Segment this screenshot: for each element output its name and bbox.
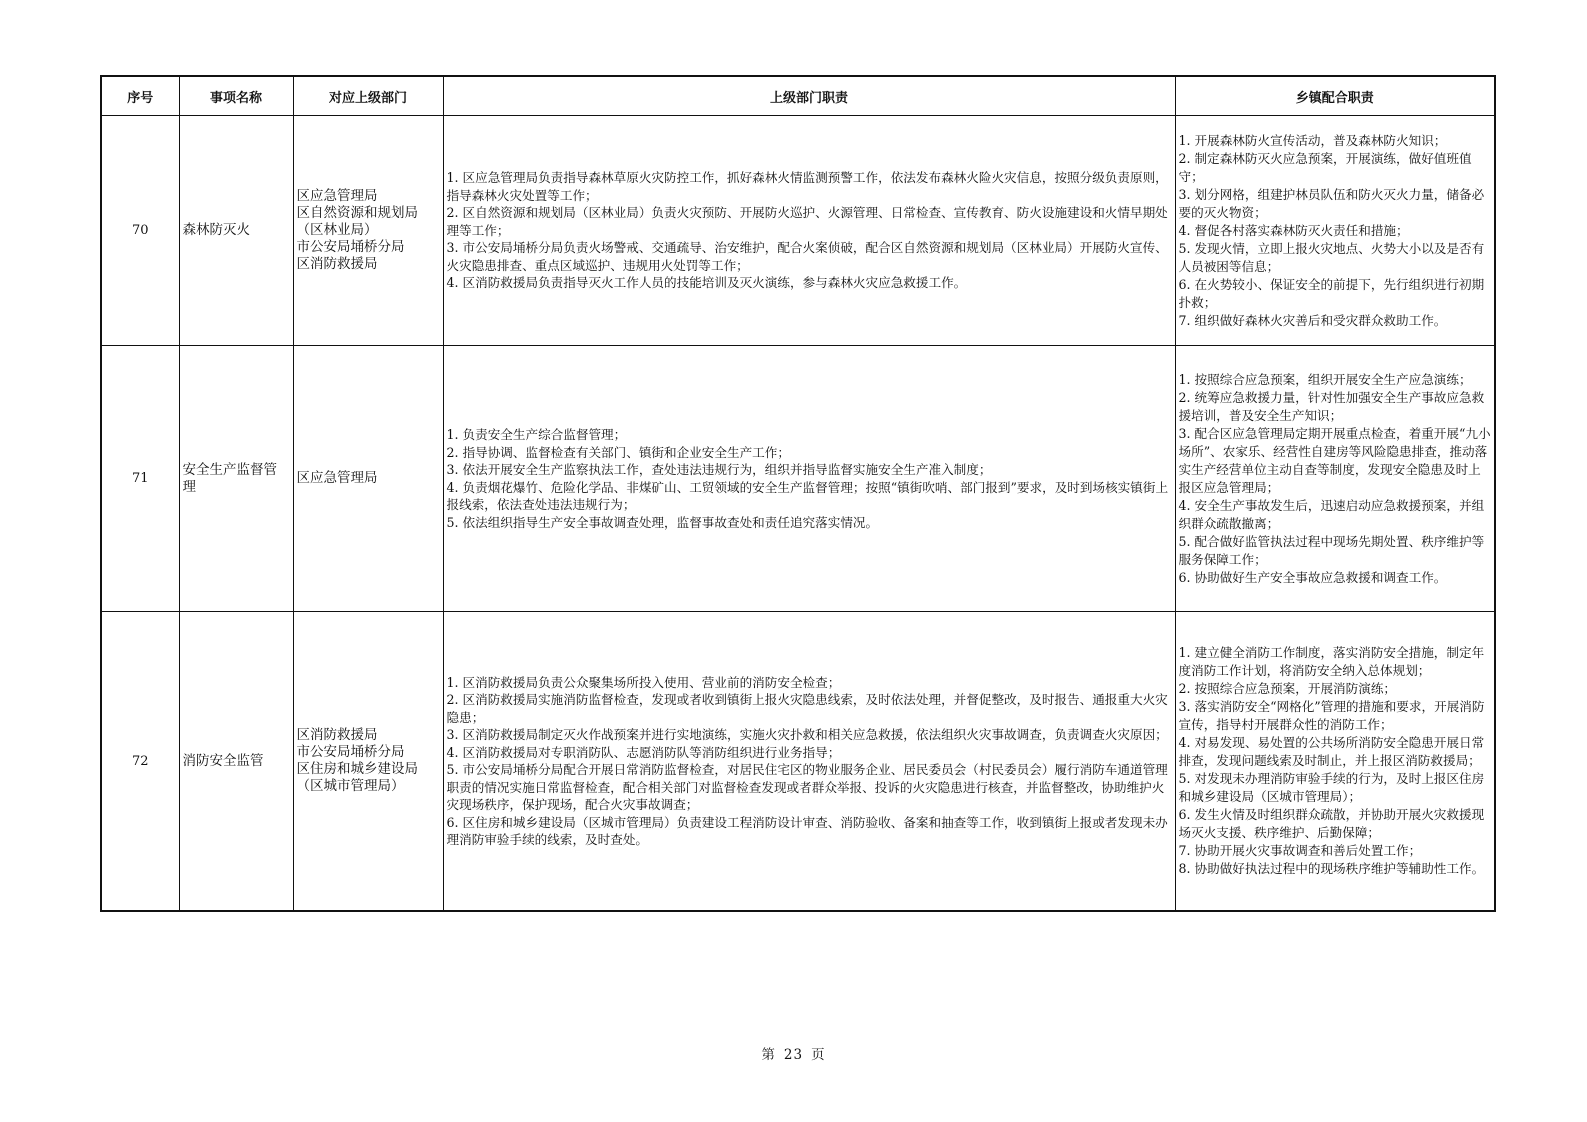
row-departments bbox=[293, 346, 443, 612]
town-duty-line: 2. 制定森林防灭火应急预案，开展演练，做好值班值守； bbox=[1178, 150, 1472, 184]
header-serial-number: 序号 bbox=[101, 76, 179, 116]
town-duty-line: 5. 配合做好监管执法过程中现场先期处置、秩序维护等服务保障工作； bbox=[1178, 533, 1485, 567]
duty-line: 3. 依法开展安全生产监察执法工作，查处违法违规行为，组织并指导监督实施安全生产准入制度； bbox=[446, 462, 992, 477]
page-number-prefix: 第 bbox=[761, 1047, 776, 1063]
row-serial-number: 72 bbox=[101, 612, 179, 912]
row-serial-number: 71 bbox=[101, 346, 179, 612]
row-town-duties bbox=[1175, 116, 1495, 346]
department-line: 区消防救援局 bbox=[296, 727, 378, 743]
duty-line: 2. 区自然资源和规划局（区林业局）负责火灾预防、开展防火巡护、火源管理、日常检查、宣传教育、防火设施建设和火情早期处理等工作； bbox=[446, 205, 1168, 238]
row-item-name: 消防安全监管 bbox=[179, 612, 293, 912]
table-header-row bbox=[101, 76, 1495, 116]
duty-line: 4. 负责烟花爆竹、危险化学品、非煤矿山、工贸领域的安全生产监督管理；按照“镇街吹哨、部门报到”要求，及时到场核实镇街上报线索，依法查处违法违规行为； bbox=[446, 479, 1169, 512]
table-row bbox=[101, 346, 1495, 612]
town-duty-line: 2. 统筹应急救援力量，针对性加强安全生产事故应急救援培训，普及安全生产知识； bbox=[1178, 389, 1485, 423]
row-item-name: 森林防灭火 bbox=[179, 116, 293, 346]
table-row bbox=[101, 612, 1495, 912]
town-duty-line: 7. 协助开展火灾事故调查和善后处置工作； bbox=[1178, 843, 1422, 858]
duty-line: 5. 依法组织指导生产安全事故调查处理，监督事故查处和责任追究落实情况。 bbox=[446, 514, 879, 530]
town-duty-line: 4. 督促各村落实森林防灭火责任和措施； bbox=[1178, 222, 1409, 238]
town-duty-line: 6. 在火势较小、保证安全的前提下，先行组织进行初期扑救； bbox=[1178, 276, 1485, 310]
department-line: （区城市管理局） bbox=[296, 778, 405, 794]
header-superior-department: 对应上级部门 bbox=[293, 76, 443, 116]
department-line: 市公安局埇桥分局 bbox=[296, 744, 405, 760]
town-duty-line: 1. 建立健全消防工作制度，落实消防安全措施，制定年度消防工作计划，将消防安全纳入总体规划； bbox=[1178, 645, 1485, 678]
duty-line: 5. 市公安局埇桥分局配合开展日常消防监督检查，对居民住宅区的物业服务企业、居民委员会（村民委员会）履行消防车通道管理职责的情况实施日常监督检查，配合相关部门对监督检查发现或者群众举报、投诉的火灾隐患进行核查，并监督整改，协助维护火灾现场秩序，保护现场，配合火灾事故调查； bbox=[446, 762, 1168, 812]
town-duty-line: 1. 按照综合应急预案，组织开展安全生产应急演练； bbox=[1178, 371, 1472, 387]
town-duty-line: 6. 协助做好生产安全事故应急救援和调查工作。 bbox=[1178, 569, 1447, 585]
row-superior-duties bbox=[443, 612, 1175, 912]
duty-line: 4. 区消防救援局负责指导灭火工作人员的技能培训及灭火演练，参与森林火灾应急救援工作。 bbox=[446, 275, 967, 291]
duty-line: 1. 区消防救援局负责公众聚集场所投入使用、营业前的消防安全检查； bbox=[446, 674, 841, 690]
duty-table-sheet bbox=[100, 75, 1494, 912]
page-number-footer bbox=[0, 1043, 1587, 1063]
town-duty-line: 3. 配合区应急管理局定期开展重点检查，着重开展“九小场所”、农家乐、经营性自建房等风险隐患排查，推动落实生产经营单位主动自查等制度，发现安全隐患及时上报区应急管理局； bbox=[1178, 425, 1491, 495]
duty-line: 2. 区消防救援局实施消防监督检查，发现或者收到镇街上报火灾隐患线索，及时依法处理，并督促整改，及时报告、通报重大火灾隐患； bbox=[446, 692, 1168, 725]
duty-line: 3. 市公安局埇桥分局负责火场警戒、交通疏导、治安维护，配合火案侦破，配合区自然资源和规划局（区林业局）开展防火宣传、火灾隐患排查、重点区域巡护、违规用火处罚等工作； bbox=[446, 240, 1168, 273]
duty-line: 1. 负责安全生产综合监督管理； bbox=[446, 427, 627, 442]
header-item-name: 事项名称 bbox=[179, 76, 293, 116]
row-town-duties bbox=[1175, 346, 1495, 612]
town-duty-line: 5. 对发现未办理消防审验手续的行为，及时上报区住房和城乡建设局（区城市管理局）； bbox=[1178, 771, 1485, 804]
header-town-duties: 乡镇配合职责 bbox=[1175, 76, 1495, 116]
duty-line: 4. 区消防救援局对专职消防队、志愿消防队等消防组织进行业务指导； bbox=[446, 744, 841, 760]
department-line: 区消防救援局 bbox=[296, 256, 378, 272]
town-duty-line: 1. 开展森林防火宣传活动，普及森林防火知识； bbox=[1178, 132, 1447, 148]
page-number: 23 bbox=[783, 1047, 804, 1063]
department-line: 市公安局埇桥分局 bbox=[296, 239, 405, 255]
town-duty-line: 8. 协助做好执法过程中的现场秩序维护等辅助性工作。 bbox=[1178, 861, 1485, 876]
department-line: 区住房和城乡建设局 bbox=[296, 761, 418, 777]
department-line: 区自然资源和规划局 bbox=[296, 205, 418, 221]
header-superior-duties: 上级部门职责 bbox=[443, 76, 1175, 116]
row-item-name: 安全生产监督管理 bbox=[179, 346, 293, 612]
duty-table bbox=[100, 75, 1496, 912]
town-duty-line: 6. 发生火情及时组织群众疏散，并协助开展火灾救援现场灭火支援、秩序维护、后勤保障； bbox=[1178, 807, 1485, 840]
town-duty-line: 7. 组织做好森林火灾善后和受灾群众救助工作。 bbox=[1178, 312, 1447, 328]
town-duty-line: 5. 发现火情，立即上报火灾地点、火势大小以及是否有人员被困等信息； bbox=[1178, 240, 1485, 274]
town-duty-line: 4. 对易发现、易处置的公共场所消防安全隐患开展日常排查，发现问题线索及时制止，并上报区消防救援局； bbox=[1178, 735, 1485, 768]
department-line: （区林业局） bbox=[296, 222, 378, 238]
row-superior-duties bbox=[443, 116, 1175, 346]
row-departments bbox=[293, 612, 443, 912]
row-departments bbox=[293, 116, 443, 346]
town-duty-line: 3. 落实消防安全“网格化”管理的措施和要求，开展消防宣传，指导村开展群众性的消防工作； bbox=[1178, 699, 1485, 732]
row-town-duties bbox=[1175, 612, 1495, 912]
page-number-suffix: 页 bbox=[811, 1047, 826, 1063]
town-duty-line: 2. 按照综合应急预案，开展消防演练； bbox=[1178, 681, 1397, 696]
row-superior-duties bbox=[443, 346, 1175, 612]
town-duty-line: 3. 划分网格，组建护林员队伍和防火灭火力量，储备必要的灭火物资； bbox=[1178, 186, 1485, 220]
town-duty-line: 4. 安全生产事故发生后，迅速启动应急救援预案，并组织群众疏散撤离； bbox=[1178, 497, 1485, 531]
duty-line: 6. 区住房和城乡建设局（区城市管理局）负责建设工程消防设计审查、消防验收、备案和抽查等工作，收到镇街上报或者发现未办理消防审验手续的线索，及时查处。 bbox=[446, 814, 1168, 847]
department-line: 区应急管理局 bbox=[296, 470, 378, 486]
duty-line: 2. 指导协调、监督检查有关部门、镇街和企业安全生产工作； bbox=[446, 444, 790, 460]
duty-line: 1. 区应急管理局负责指导森林草原火灾防控工作，抓好森林火情监测预警工作，依法发布森林火险火灾信息，按照分级负责原则，指导森林火灾处置等工作； bbox=[446, 170, 1168, 203]
row-serial-number: 70 bbox=[101, 116, 179, 346]
table-row bbox=[101, 116, 1495, 346]
department-line: 区应急管理局 bbox=[296, 188, 378, 204]
duty-line: 3. 区消防救援局制定灭火作战预案并进行实地演练，实施火灾扑救和相关应急救援，依法组织火灾事故调查，负责调查火灾原因； bbox=[446, 727, 1168, 742]
